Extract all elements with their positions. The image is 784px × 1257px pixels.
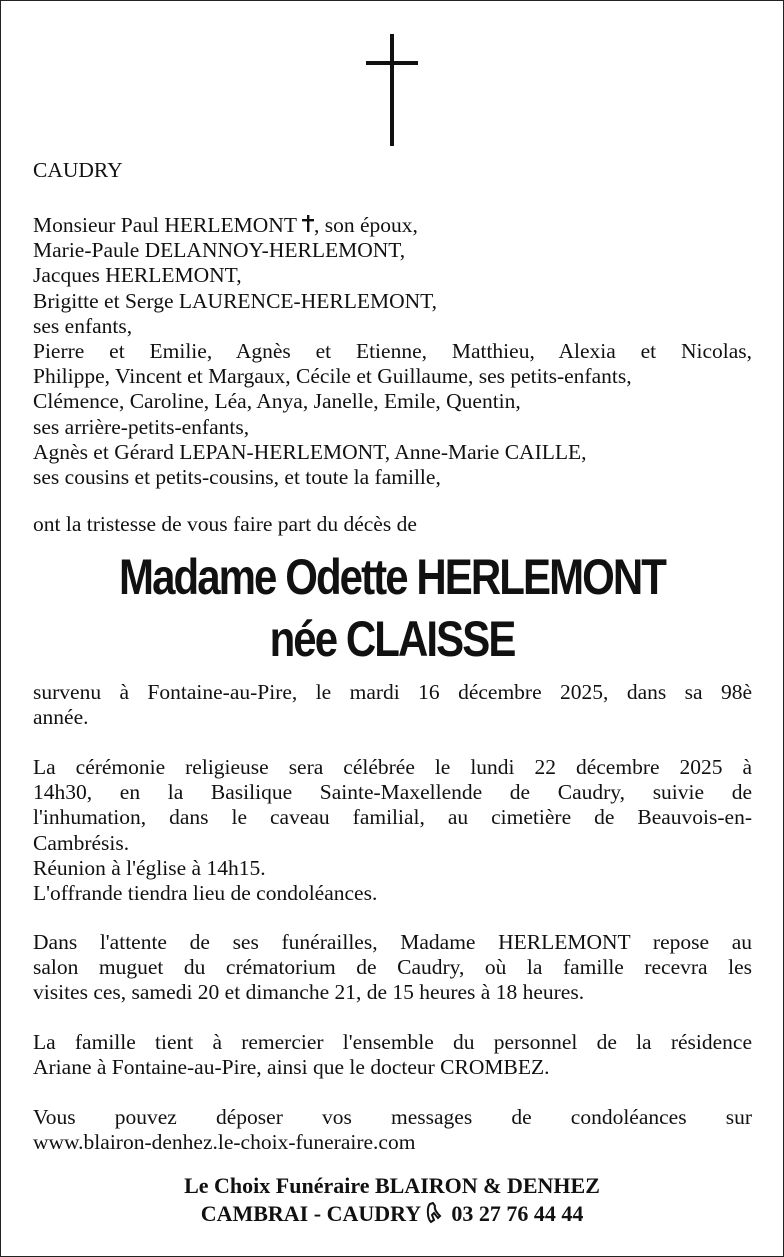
death-details: survenu à Fontaine-au-Pire, le mardi 16 décembre 2025, dans sa 98è année. xyxy=(33,680,752,730)
phone-number[interactable]: 03 27 76 44 44 xyxy=(451,1201,584,1226)
meeting-info: Réunion à l'église à 14h15. xyxy=(33,855,266,880)
great-grandchildren: Clémence, Caroline, Léa, Anya, Janelle, Emile, Quentin, xyxy=(33,389,521,414)
condolences: Vous pouvez déposer vos messages de condoléances sur www.blairon-denhez.le-choix-funeraire.com xyxy=(33,1105,752,1155)
company-locations: CAMBRAI - CAUDRY xyxy=(200,1201,421,1226)
family-block xyxy=(33,213,752,490)
grandchildren-line-1: Pierre et Emilie, Agnès et Etienne, Matthieu, Alexia et Nicolas, xyxy=(33,339,752,364)
great-grandchildren-role: ses arrière-petits-enfants, xyxy=(33,414,250,439)
phone-icon xyxy=(426,1202,446,1224)
children-role: ses enfants, xyxy=(33,313,133,338)
announcement: ont la tristesse de vous faire part du décès de xyxy=(33,512,417,536)
child-2: Jacques HERLEMONT, xyxy=(33,263,242,288)
spouse-line: Monsieur Paul HERLEMONT , son époux, xyxy=(33,213,418,237)
company-contact xyxy=(0,1200,784,1228)
deceased-maiden-name: née CLAISSE xyxy=(269,611,515,667)
cross-icon xyxy=(366,34,418,146)
offering-info: L'offrande tiendra lieu de condoléances. xyxy=(33,881,378,906)
child-1: Marie-Paule DELANNOY-HERLEMONT, xyxy=(33,238,406,263)
relatives: Agnès et Gérard LEPAN-HERLEMONT, Anne-Marie CAILLE, xyxy=(33,439,587,464)
funeral-company: Le Choix Funéraire BLAIRON & DENHEZ xyxy=(184,1173,600,1198)
small-cross-icon xyxy=(302,215,314,232)
grandchildren-line-2: Philippe, Vincent et Margaux, Cécile et Guillaume, ses petits-enfants, xyxy=(33,364,632,389)
website-link[interactable]: www.blairon-denhez.le-choix-funeraire.com xyxy=(33,1130,416,1155)
cousins: ses cousins et petits-cousins, et toute la famille, xyxy=(33,465,441,490)
thanks: La famille tient à remercier l'ensemble du personnel de la résidence Ariane à Fontaine-au-Pire, ainsi que le docteur CROMBEZ. xyxy=(33,1030,752,1080)
child-3: Brigitte et Serge LAURENCE-HERLEMONT, xyxy=(33,288,438,313)
ceremony-details: La cérémonie religieuse sera célébrée le lundi 22 décembre 2025 à 14h30, en la Basilique Sainte-Maxellende de Caudry, suivie de l'inhumation, dans le caveau familial, au cimetière de Beauvois-en- Cambrésis. Réunion à l'église à 14h15. L'offrande tiendra lieu de condoléances. xyxy=(33,755,752,906)
deceased-name: Madame Odette HERLEMONT xyxy=(119,549,665,605)
visitation-details: Dans l'attente de ses funérailles, Madame HERLEMONT repose au salon muguet du crématorium de Caudry, où la famille recevra les visites ces, samedi 20 et dimanche 21, de 15 heures à 18 heures. xyxy=(33,930,752,1005)
city: CAUDRY xyxy=(33,158,123,182)
